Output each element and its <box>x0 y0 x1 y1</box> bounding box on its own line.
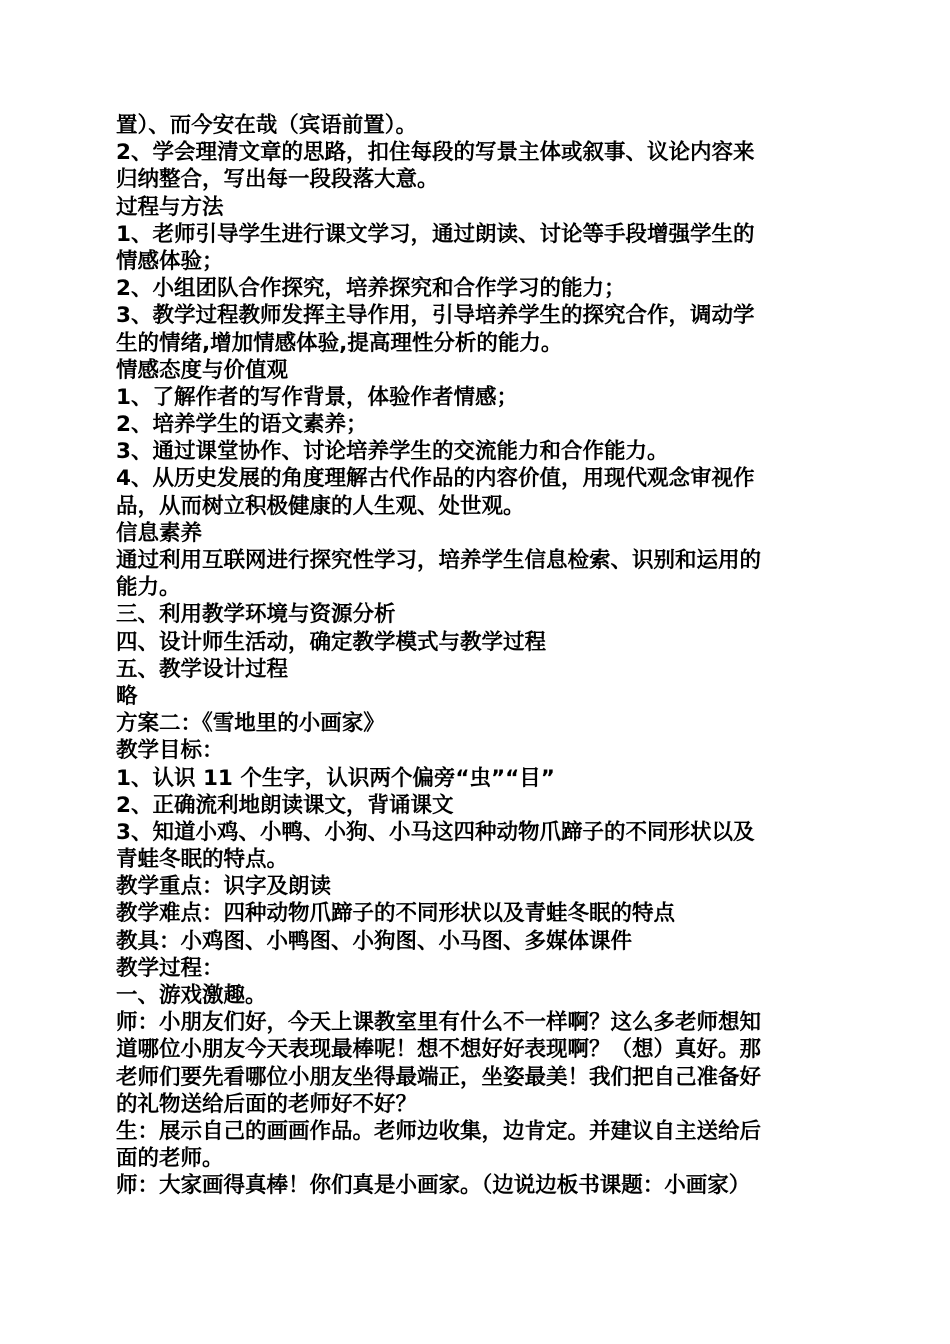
section-heading: 三、利用教学环境与资源分析 <box>116 602 396 628</box>
plan-title: 方案二：《雪地里的小画家》 <box>116 711 385 737</box>
text-line: 1、老师引导学生进行课文学习，通过朗读、讨论等手段增强学生的 <box>116 221 755 247</box>
text-line: 青蛙冬眠的特点。 <box>116 847 289 873</box>
text-line: 略 <box>116 683 138 709</box>
text-line: 2、正确流利地朗读课文，背诵课文 <box>116 792 454 818</box>
text-line: 情感体验； <box>116 248 224 274</box>
text-line: 1、了解作者的写作背景，体验作者情感； <box>116 384 518 410</box>
document-page <box>116 112 840 1200</box>
text-line: 品，从而树立积极健康的人生观、处世观。 <box>116 493 525 519</box>
text-line: 师：大家画得真棒！你们真是小画家。（边说边板书课题：小画家） <box>116 1173 751 1199</box>
text-line: 3、知道小鸡、小鸭、小狗、小马这四种动物爪蹄子的不同形状以及 <box>116 819 755 845</box>
text-line: 道哪位小朋友今天表现最棒呢！想不想好好表现啊？（想）真好。那 <box>116 1037 762 1063</box>
text-line: 教具：小鸡图、小鸭图、小狗图、小马图、多媒体课件 <box>116 928 633 954</box>
text-line: 教学难点：四种动物爪蹄子的不同形状以及青蛙冬眠的特点 <box>116 901 676 927</box>
section-heading: 五、教学设计过程 <box>116 656 289 682</box>
text-line: 生的情绪,增加情感体验,提高理性分析的能力。 <box>116 330 563 356</box>
text-line: 的礼物送给后面的老师好不好？ <box>116 1091 418 1117</box>
text-line: 3、教学过程教师发挥主导作用，引导培养学生的探究合作，调动学 <box>116 303 755 329</box>
section-heading: 教学过程： <box>116 955 224 981</box>
section-heading: 信息素养 <box>116 520 203 546</box>
text-line: 3、通过课堂协作、讨论培养学生的交流能力和合作能力。 <box>116 439 669 465</box>
section-heading: 情感态度与价值观 <box>116 357 289 383</box>
section-heading: 一、游戏激趣。 <box>116 983 267 1008</box>
text-line: 4、从历史发展的角度理解古代作品的内容价值，用现代观念审视作 <box>116 466 755 492</box>
text-line: 生：展示自己的画画作品。老师边收集，边肯定。并建议自主送给后 <box>116 1118 762 1144</box>
text-line: 1、认识 11 个生字，认识两个偏旁“虫”“目” <box>116 765 555 791</box>
text-line: 能力。 <box>116 575 181 601</box>
text-line: 老师们要先看哪位小朋友坐得最端正，坐姿最美！我们把自己准备好 <box>116 1064 762 1090</box>
text-line: 2、培养学生的语文素养； <box>116 412 368 438</box>
text-line: 通过利用互联网进行探究性学习，培养学生信息检索、识别和运用的 <box>116 548 762 573</box>
section-heading: 教学目标： <box>116 738 224 764</box>
text-line: 置）、而今安在哉（宾语前置）。 <box>116 113 418 138</box>
text-line: 教学重点：识字及朗读 <box>116 874 332 900</box>
text-line: 师：小朋友们好，今天上课教室里有什么不一样啊？这么多老师想知 <box>116 1010 762 1036</box>
text-line: 2、小组团队合作探究，培养探究和合作学习的能力； <box>116 276 626 302</box>
text-line: 2、学会理清文章的思路，扣住每段的写景主体或叙事、议论内容来 <box>116 140 755 166</box>
section-heading: 四、设计师生活动，确定教学模式与教学过程 <box>116 629 547 655</box>
section-heading: 过程与方法 <box>116 194 224 220</box>
text-line: 归纳整合，写出每一段段落大意。 <box>116 167 439 193</box>
text-line: 面的老师。 <box>116 1146 224 1172</box>
